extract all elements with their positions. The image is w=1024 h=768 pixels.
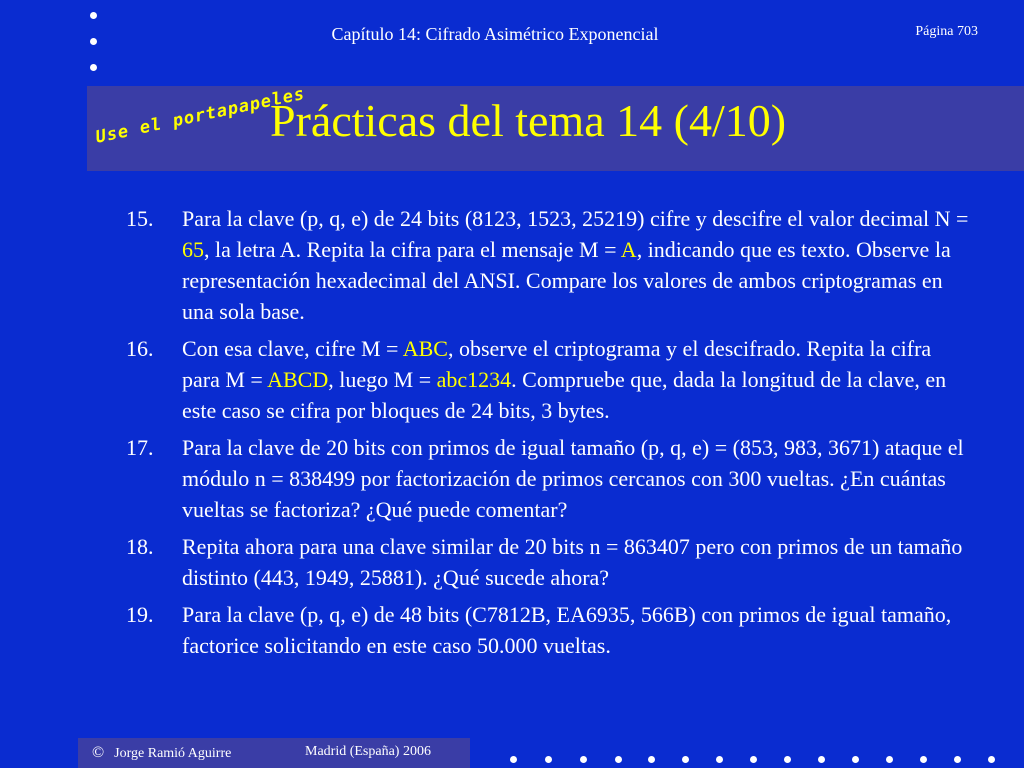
exercise-text-segment: . Compruebe que, dada la longitud de la clave, en este caso se cifra por bloques de 24 bits, 3 bytes. <box>182 367 947 423</box>
exercise-list <box>126 203 986 667</box>
footer-dot <box>920 756 927 763</box>
exercise-text-segment: Para la clave (p, q, e) de 48 bits (C7812B, EA6935, 566B) con primos de igual tamaño, factorice solicitando en este caso 50.000 vueltas. <box>182 602 952 658</box>
highlighted-value: 65 <box>182 237 204 262</box>
exercise-text <box>182 531 972 593</box>
highlighted-value: A <box>620 237 637 262</box>
copyright-symbol: © <box>92 744 105 761</box>
exercise-text <box>182 203 972 327</box>
exercise-number: 18. <box>126 534 154 559</box>
chapter-title: Capítulo 14: Cifrado Asimétrico Exponencial <box>331 24 659 44</box>
footer-dot <box>682 756 689 763</box>
exercise-item <box>126 333 986 426</box>
exercise-text-segment: , luego M = <box>328 367 437 392</box>
exercise-number: 15. <box>126 206 154 231</box>
slide-title: Prácticas del tema 14 (4/10) <box>270 95 787 146</box>
exercise-text-segment: Con esa clave, cifre M = <box>182 336 403 361</box>
exercise-number: 19. <box>126 602 154 627</box>
exercise-text-segment: Repita ahora para una clave similar de 20 bits n = 863407 pero con primos de un tamaño distinto (443, 1949, 25881). ¿Qué sucede ahora? <box>182 534 963 590</box>
footer-dot <box>750 756 757 763</box>
footer-dot <box>648 756 655 763</box>
exercise-text-segment: , observe el criptograma y el descifrado. Repita la cifra para M = <box>182 336 932 392</box>
exercise-text-segment: , la letra A. Repita la cifra para el mensaje M = <box>204 237 621 262</box>
footer-dot <box>615 756 622 763</box>
highlighted-value: ABC <box>402 336 448 361</box>
highlighted-value: abc1234 <box>436 367 512 392</box>
footer-dot <box>954 756 961 763</box>
exercise-text-segment: Para la clave de 20 bits con primos de igual tamaño (p, q, e) = (853, 983, 3671) ataque el módulo n = 838499 por factorización de primos cercanos con 300 vueltas. ¿En cuántas vueltas se factoriza? ¿Qué puede comentar? <box>182 435 964 522</box>
exercise-text <box>182 333 972 426</box>
exercise-number: 16. <box>126 336 154 361</box>
corner-dot <box>90 12 97 19</box>
footer-dot <box>580 756 587 763</box>
place-date: Madrid (España) 2006 <box>305 744 431 759</box>
exercise-text <box>182 432 972 525</box>
exercise-item <box>126 531 986 593</box>
footer-dot <box>784 756 791 763</box>
footer-dot <box>886 756 893 763</box>
footer-dot <box>852 756 859 763</box>
exercise-text-segment: , indicando que es texto. Observe la representación hexadecimal del ANSI. Compare los valores de ambos criptogramas en una sola base. <box>182 237 951 324</box>
exercise-text-segment: Para la clave (p, q, e) de 24 bits (8123, 1523, 25219) cifre y descifre el valor decimal N = <box>182 206 969 231</box>
page-number: Página 703 <box>915 24 978 39</box>
exercise-item <box>126 203 986 327</box>
copyright <box>92 744 231 762</box>
footer-dot <box>988 756 995 763</box>
footer-dot <box>510 756 517 763</box>
exercise-text <box>182 599 972 661</box>
exercise-item <box>126 432 986 525</box>
highlighted-value: ABCD <box>267 367 329 392</box>
footer-dot <box>545 756 552 763</box>
author-name: Jorge Ramió Aguirre <box>114 746 232 761</box>
exercise-number: 17. <box>126 435 154 460</box>
footer-dot <box>716 756 723 763</box>
clipboard-note: Use el portapapeles <box>93 83 307 148</box>
exercise-item <box>126 599 986 661</box>
corner-dot <box>90 64 97 71</box>
footer-dot <box>818 756 825 763</box>
